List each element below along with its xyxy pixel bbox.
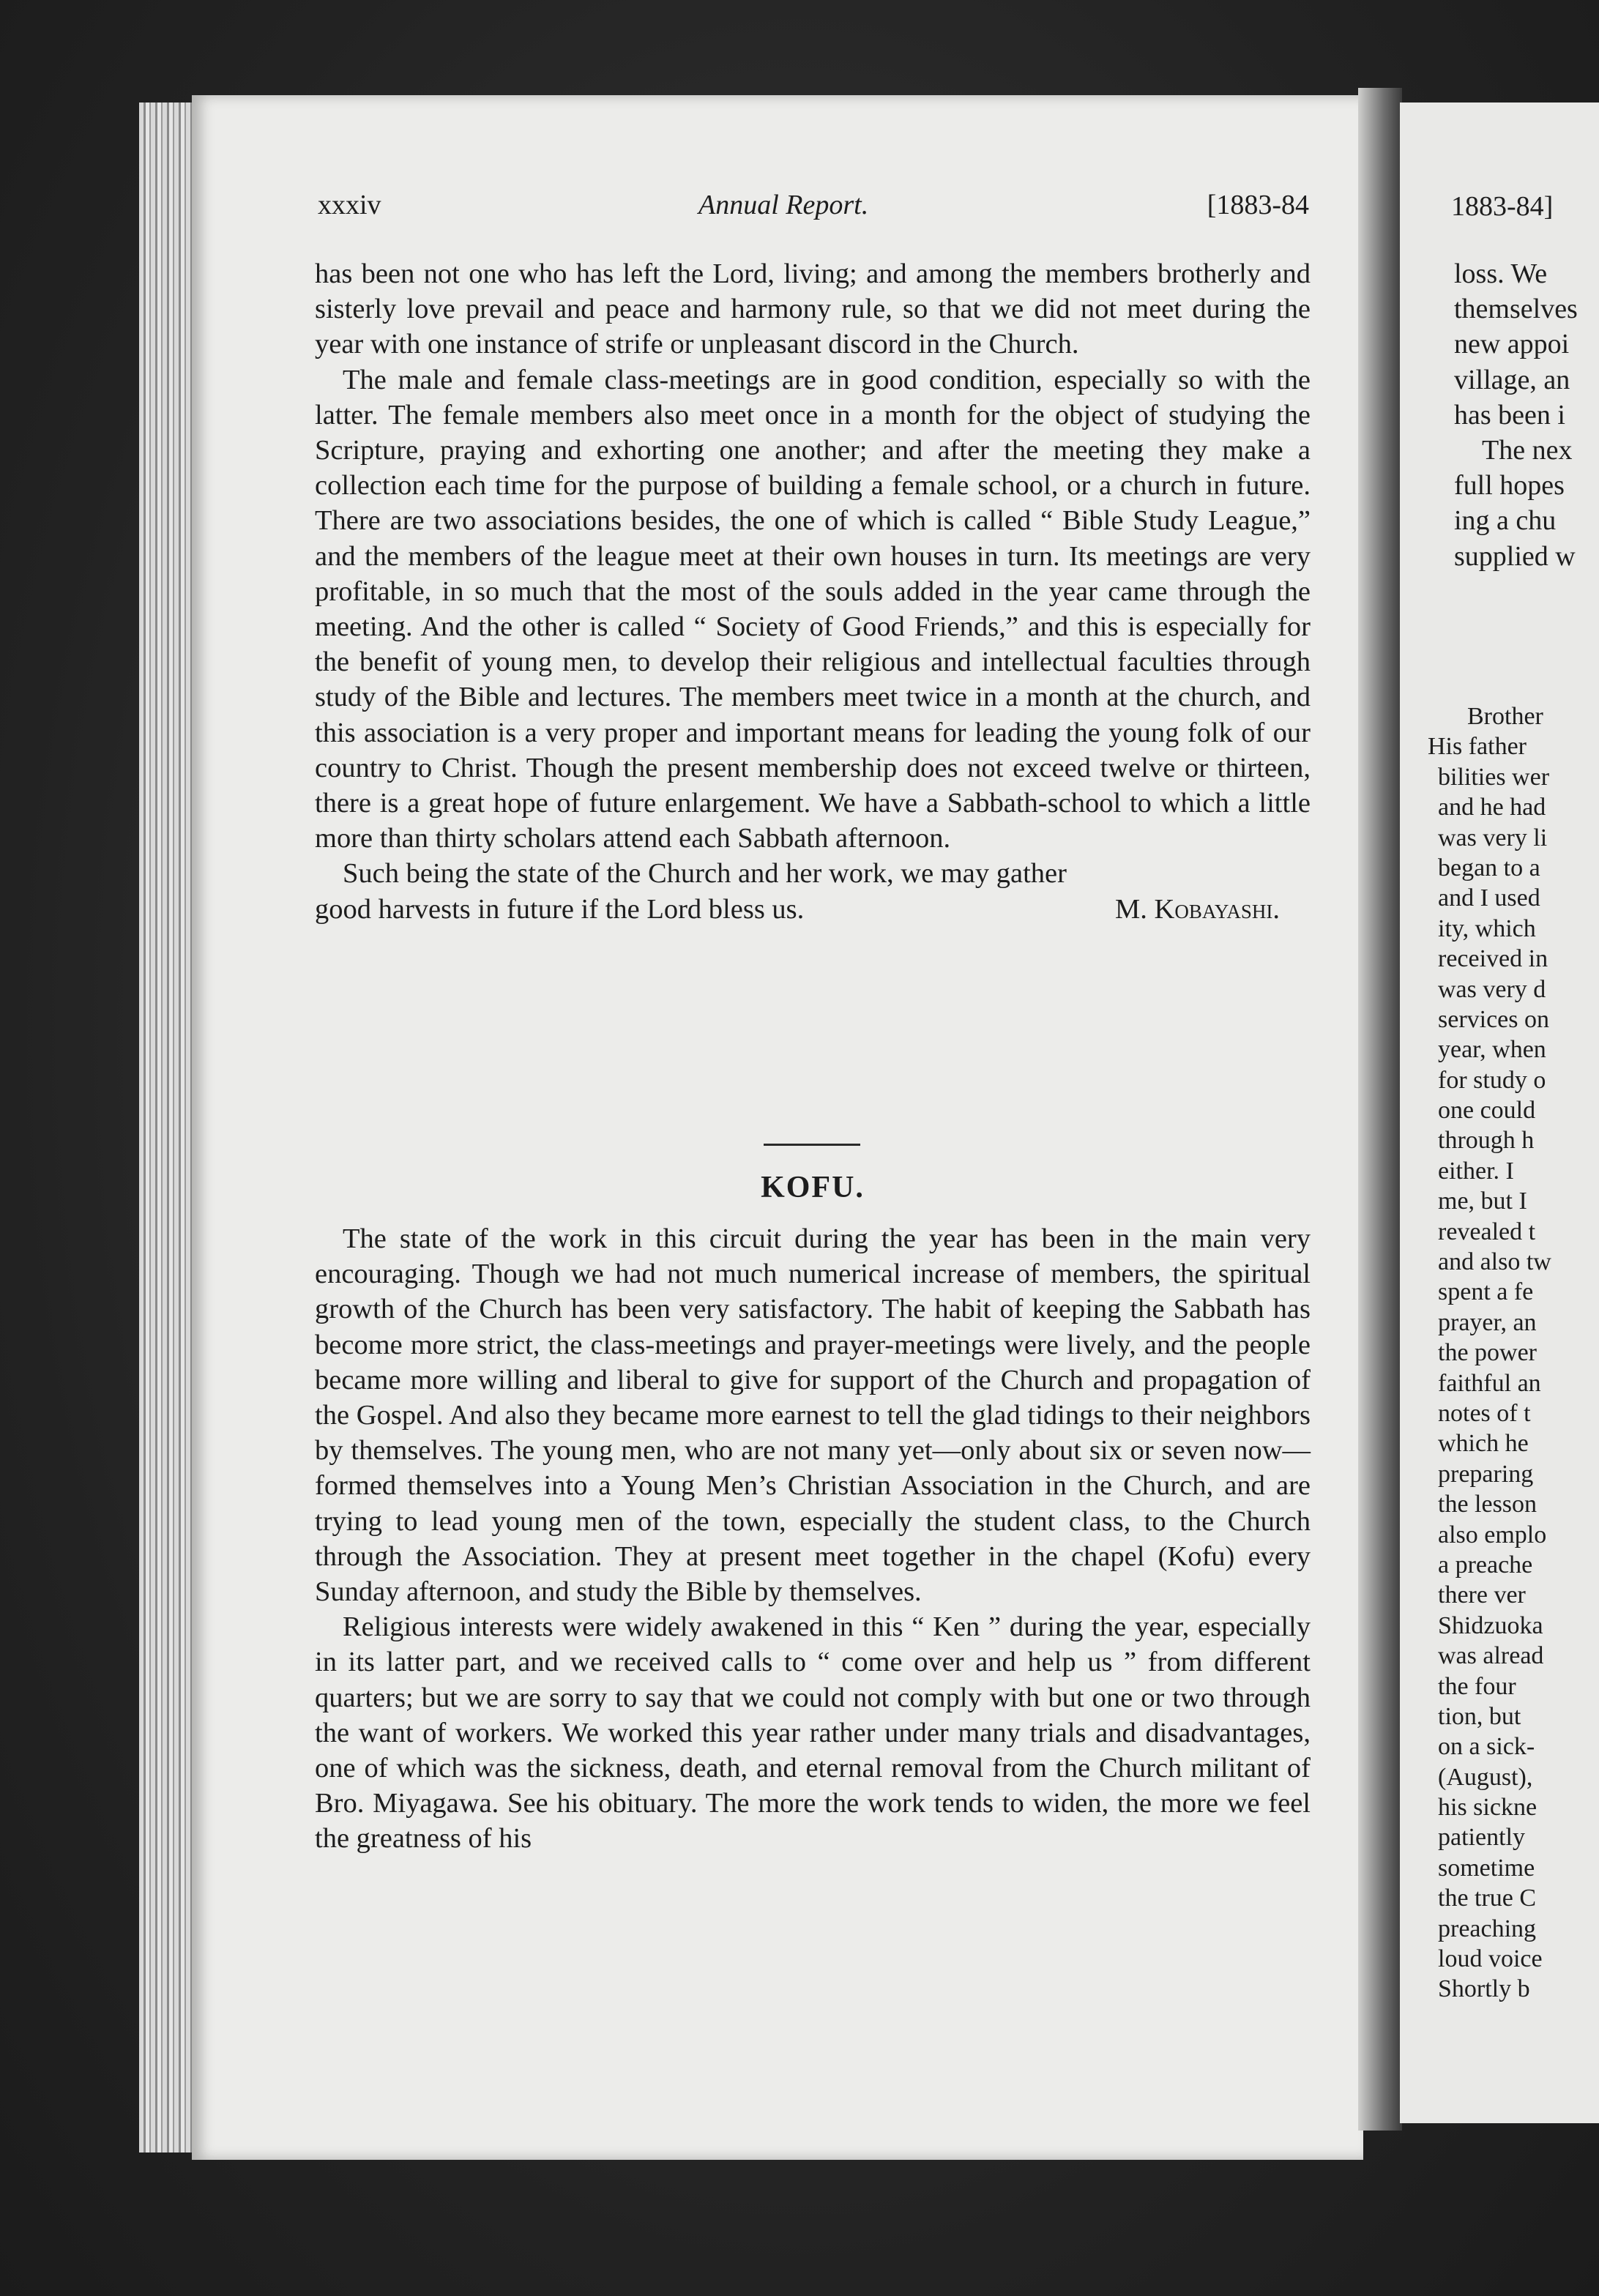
section-heading: KOFU. — [761, 1171, 865, 1204]
text-line: and he had — [1438, 794, 1546, 821]
closing-line: Such being the state of the Church and her work, we may gather — [343, 858, 1067, 890]
text-line: began to a — [1438, 854, 1540, 881]
text-line: themselves — [1454, 294, 1578, 325]
text-line: notes of t — [1438, 1399, 1531, 1427]
text-line: Shortly b — [1438, 1975, 1530, 2003]
paragraph: has been not one who has left the Lord, living; and among the members brotherly and sisterly love prevail and peace and harmony rule, so that we did not meet during the year with one instance of strife or unpleasant discord in the Church. — [315, 258, 1311, 360]
text-line: His father — [1428, 733, 1527, 761]
text-line: on a sick- — [1438, 1733, 1535, 1761]
text-line: preaching — [1438, 1915, 1537, 1942]
text-line: Shidzuoka — [1438, 1611, 1543, 1639]
right-page-header: 1883-84] — [1451, 191, 1554, 222]
book-gutter — [1358, 88, 1402, 2131]
closing-signature-line — [315, 892, 1311, 927]
right-page-obituary-lines — [1428, 701, 1551, 2005]
text-line: ity, which — [1438, 914, 1536, 942]
text-line: and I used — [1438, 884, 1540, 912]
text-line: preparing — [1438, 1460, 1534, 1488]
text-line: also emplo — [1438, 1521, 1547, 1548]
text-line: one could — [1438, 1097, 1536, 1125]
text-line: was very li — [1438, 824, 1548, 851]
text-line: loud voice — [1438, 1945, 1543, 1973]
right-page — [1400, 102, 1599, 2123]
paragraph: The male and female class-meetings are in good condition, especially so with the latter. The female members also meet once in a month for the object of studying the Scripture, praying and exhorting one another; and after the meeting they make a collection each time for the purpose of building a female school, or a church in future. There are two associations besides, the one of which is called “ Bible Study League,” and the members of the league meet at their own houses in turn. Its meetings are very profitable, in so much that the most of the souls added in the year came through the meeting. And the other is called “ Society of Good Friends,” and this is especially for the benefit of young men, to develop their religious and intellectual faculties through study of the Bible and lectures. The members meet twice in a month at the church, and this association is a very proper and important means for leading the young folk of our country to Christ. Though the present membership does not exceed twelve or thirteen, there is a great hope of future enlargement. We have a Sabbath-school to which a little more than thirty scholars attend each Sabbath afternoon. — [315, 364, 1311, 854]
paragraph: The state of the work in this circuit during the year has been in the main very encouraging. Though we had not much numerical increase of members, the spiritual growth of the Church has been very satisfactory. The habit of keeping the Sabbath has become more strict, the class-meetings and prayer-meetings were lively, and the people became more willing and liberal to give for support of the Church and propagation of the Gospel. And also they became more earnest to tell the glad tidings to their neighbors by themselves. The young men, who are not many yet—only about six or seven now—formed themselves into a Young Men’s Christian Association in the Church, and are trying to lead young men of the town, especially the student class, to the Church through the Association. They at present meet together in the chapel (Kofu) every Sunday afternoon, and study the Bible by themselves. — [315, 1223, 1311, 1608]
text-line: a preache — [1438, 1551, 1533, 1578]
text-line: the true C — [1438, 1885, 1537, 1912]
page-header — [318, 189, 1309, 233]
signature: M. Kobayashi. — [1115, 893, 1280, 925]
text-line: Brother — [1467, 703, 1543, 730]
kofu-section — [315, 1221, 1311, 1857]
text-line: year, when — [1438, 1036, 1546, 1064]
book-page-edges — [139, 102, 198, 2152]
text-line: the four — [1438, 1672, 1516, 1700]
text-line: new appoi — [1454, 329, 1570, 360]
text-line: services on — [1438, 1005, 1550, 1033]
text-line: has been i — [1454, 399, 1565, 430]
text-line: there ver — [1438, 1581, 1526, 1609]
page-number: xxxiv — [318, 190, 381, 220]
text-line: me, but I — [1438, 1188, 1527, 1215]
text-line: faithful an — [1438, 1369, 1541, 1397]
running-title: Annual Report. — [698, 190, 869, 220]
text-line: received in — [1438, 945, 1548, 973]
text-line: revealed t — [1438, 1218, 1536, 1245]
text-line: was very d — [1438, 975, 1546, 1003]
text-line: ing a chu — [1454, 505, 1557, 537]
text-line: through h — [1438, 1127, 1535, 1155]
text-line: (August), — [1438, 1763, 1533, 1791]
closing-line: good harvests in future if the Lord bless us. — [315, 893, 805, 925]
text-line: patiently — [1438, 1824, 1525, 1852]
previous-section — [315, 256, 1311, 927]
text-line: village, an — [1454, 364, 1570, 395]
text-line: supplied w — [1454, 540, 1576, 572]
section-divider — [764, 1144, 860, 1146]
text-line: the power — [1438, 1339, 1538, 1367]
right-page-top-lines — [1454, 256, 1578, 574]
header-year: [1883-84 — [1207, 190, 1309, 220]
text-line: prayer, an — [1438, 1308, 1537, 1336]
text-line: sometime — [1438, 1854, 1535, 1882]
text-line: either. I — [1438, 1157, 1514, 1185]
text-line: which he — [1438, 1430, 1529, 1458]
text-line: for study o — [1438, 1066, 1546, 1094]
text-line: the lesson — [1438, 1491, 1538, 1518]
text-line: loss. We — [1454, 258, 1548, 289]
text-line: spent a fe — [1438, 1278, 1534, 1306]
text-line: full hopes — [1454, 470, 1565, 502]
text-line: tion, but — [1438, 1702, 1521, 1730]
paragraph: Religious interests were widely awakened in this “ Ken ” during the year, especially in its latter part, and we received calls to “ come over and help us ” from different quarters; but we are sorry to say that we could not comply with but one or two through the want of workers. We worked this year rather under many trials and disadvantages, one of which was the sickness, death, and eternal removal from the Church militant of Bro. Miyagawa. See his obituary. The more the work tends to widen, the more we feel the greatness of his — [315, 1611, 1311, 1855]
text-line: and also tw — [1438, 1248, 1551, 1276]
text-line: was alread — [1438, 1642, 1544, 1670]
text-line: his sickne — [1438, 1794, 1538, 1822]
text-line: bilities wer — [1438, 763, 1550, 791]
text-line: The nex — [1482, 434, 1573, 466]
